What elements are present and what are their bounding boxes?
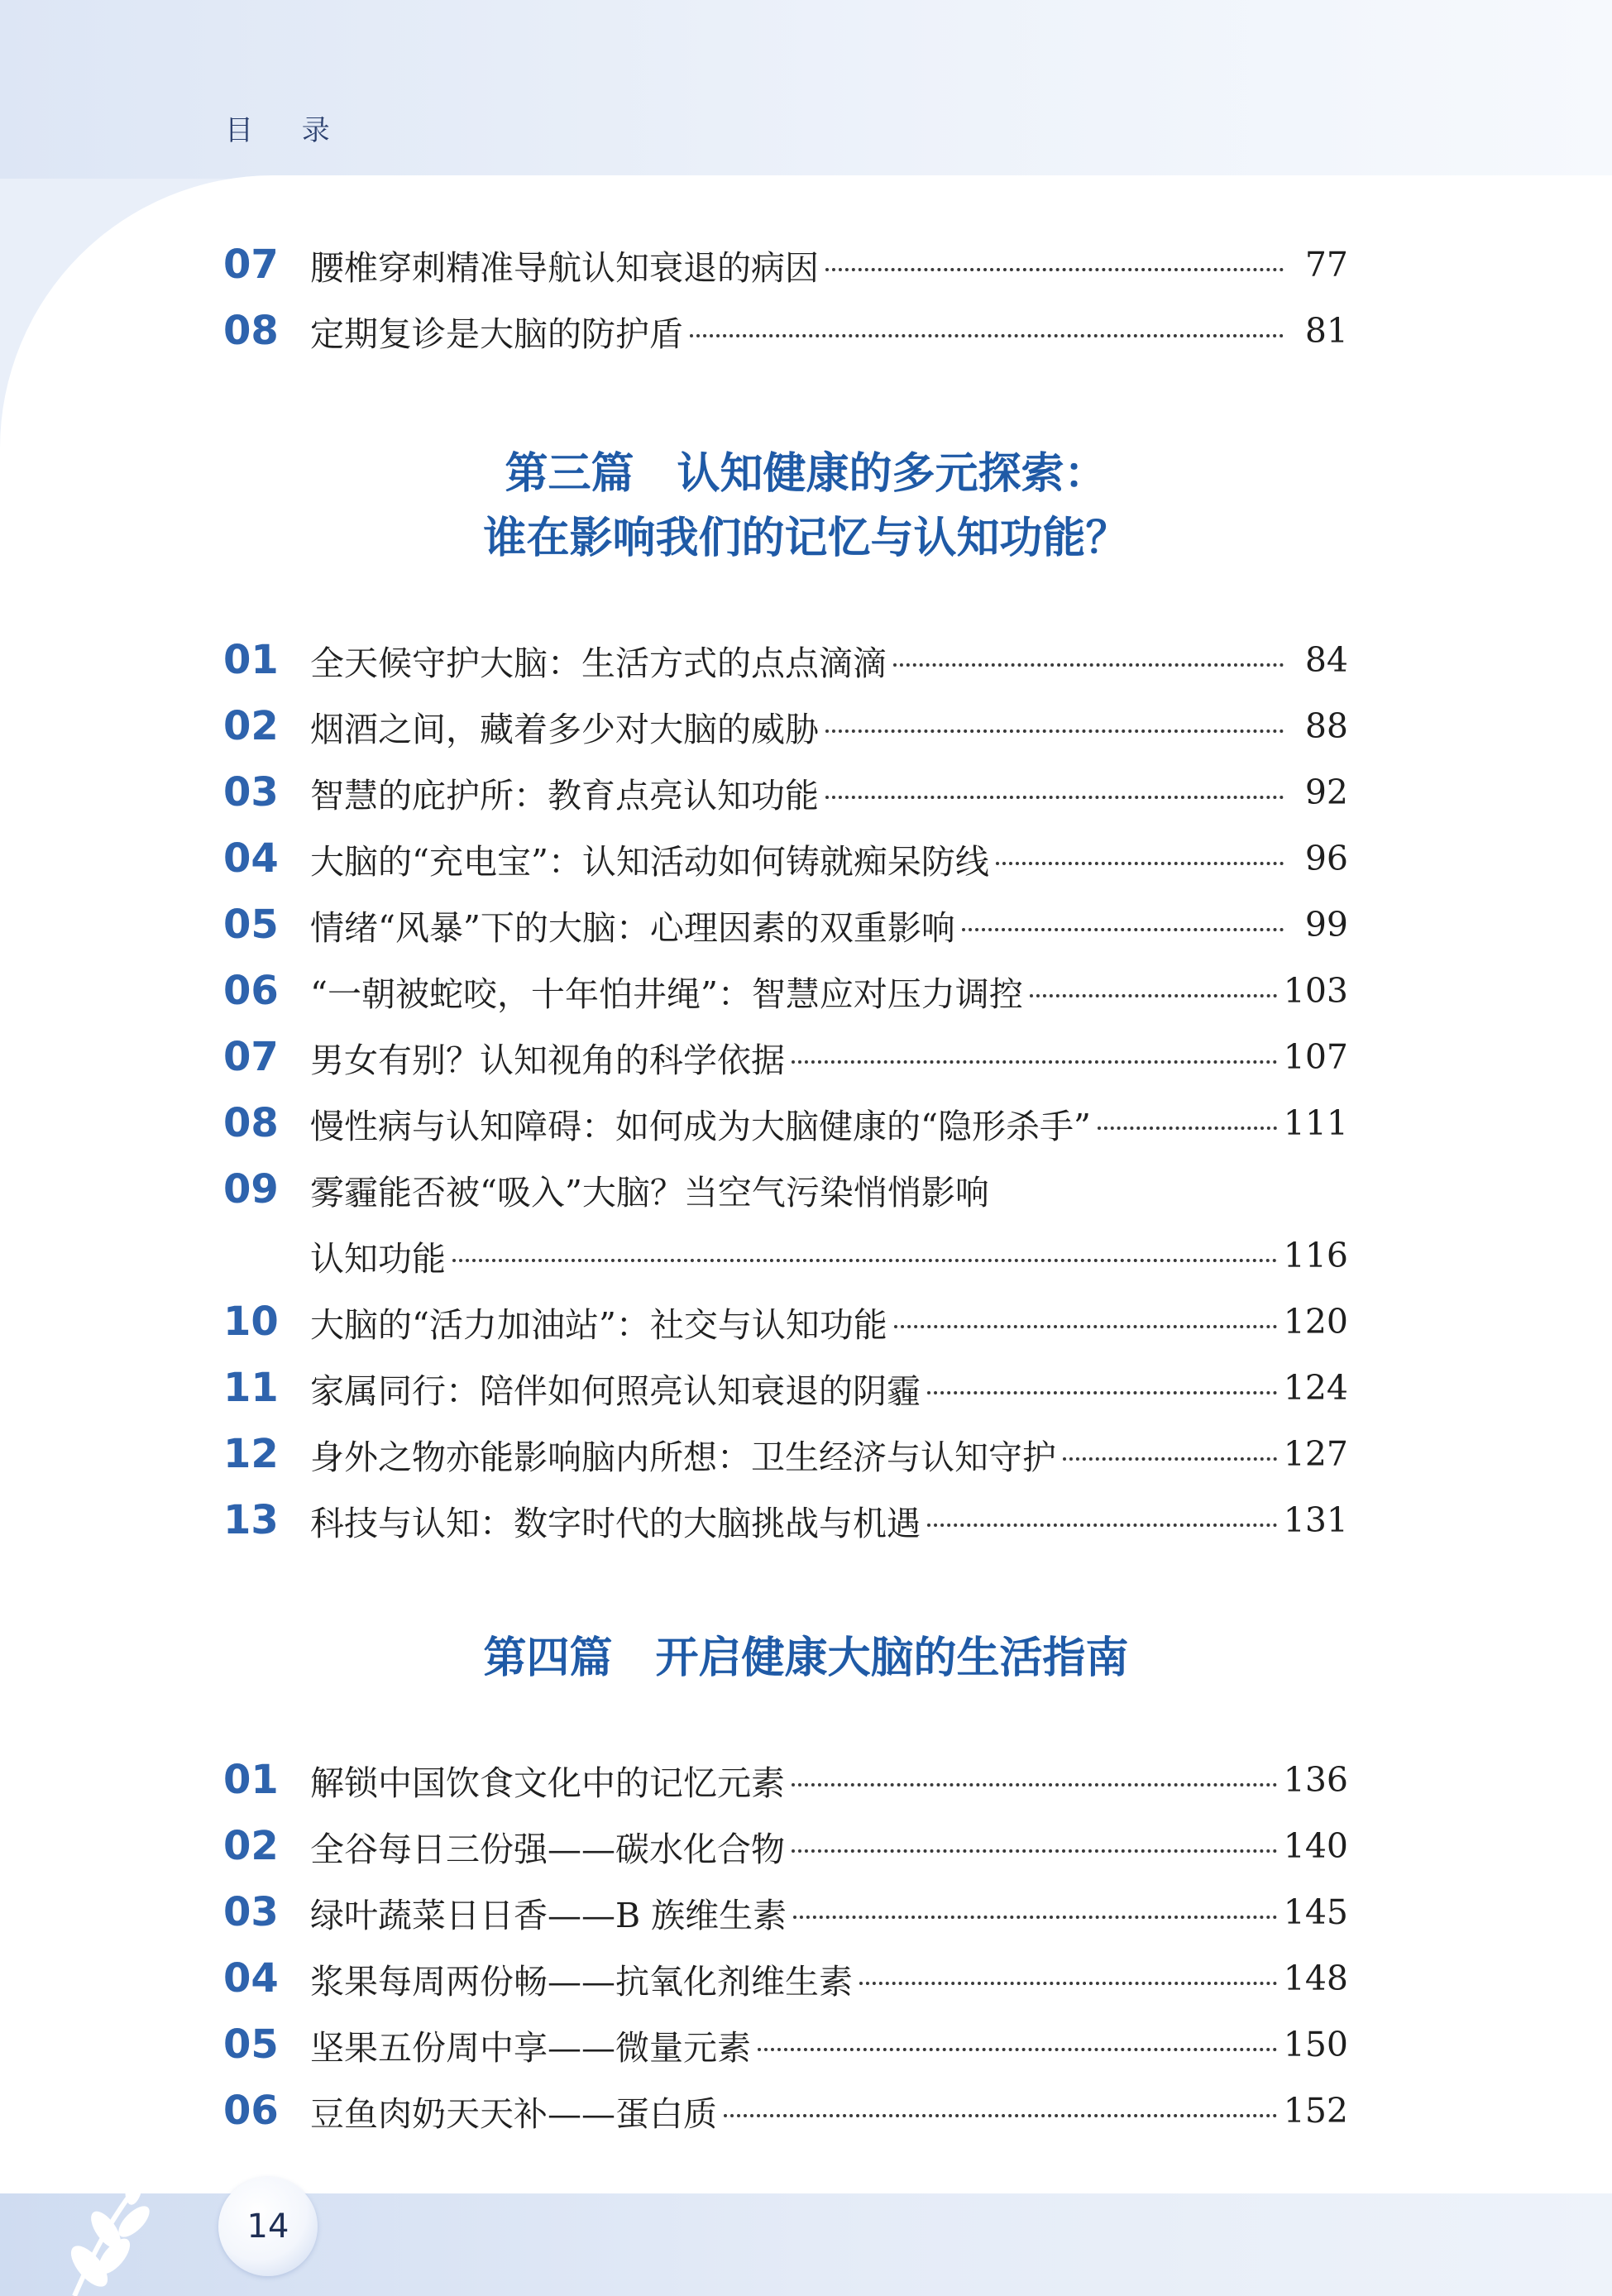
entry-number: 10 bbox=[223, 1299, 279, 1345]
entry-number: 06 bbox=[223, 968, 279, 1014]
entry-number: 01 bbox=[223, 1757, 279, 1803]
entry-page: 103 bbox=[1283, 971, 1348, 1011]
entry-number: 09 bbox=[223, 1166, 279, 1213]
entry-page: 116 bbox=[1283, 1236, 1348, 1275]
entry-number: 04 bbox=[223, 1955, 279, 2002]
entry-title: 雾霾能否被“吸入”大脑？当空气污染悄悄影响 bbox=[310, 1172, 989, 1213]
entry-page: 92 bbox=[1304, 773, 1348, 812]
entry-title: 豆鱼肉奶天天补——蛋白质 bbox=[310, 2093, 717, 2134]
entry-title: 大脑的“充电宝”：认知活动如何铸就痴呆防线 bbox=[310, 841, 989, 882]
toc-entry[interactable] bbox=[223, 235, 1348, 294]
toc-entry-continuation[interactable] bbox=[223, 1226, 1348, 1285]
toc-entry[interactable] bbox=[223, 630, 1348, 690]
entry-number: 05 bbox=[223, 902, 279, 948]
dot-leader bbox=[792, 1849, 1277, 1853]
page-number: 14 bbox=[246, 2208, 289, 2246]
toc-entry[interactable] bbox=[223, 763, 1348, 822]
entry-title: 全谷每日三份强——碳水化合物 bbox=[310, 1829, 785, 1869]
dot-leader bbox=[825, 796, 1284, 799]
dot-leader bbox=[452, 1259, 1277, 1262]
dot-leader bbox=[690, 334, 1284, 337]
entry-number: 13 bbox=[223, 1497, 279, 1543]
section4-title: 第四篇 开启健康大脑的生活指南 bbox=[483, 1634, 1129, 1683]
entry-title-continuation: 认知功能 bbox=[310, 1238, 446, 1279]
entry-title: 腰椎穿刺精准导航认知衰退的病因 bbox=[310, 247, 819, 288]
entry-page: 81 bbox=[1304, 311, 1348, 351]
entry-page: 84 bbox=[1304, 640, 1348, 680]
entry-title: 大脑的“活力加油站”：社交与认知功能 bbox=[310, 1304, 887, 1345]
dot-leader bbox=[893, 663, 1284, 667]
toc-entry[interactable] bbox=[223, 696, 1348, 756]
dot-leader bbox=[859, 1982, 1277, 1985]
entry-title: 慢性病与认知障碍：如何成为大脑健康的“隐形杀手” bbox=[310, 1106, 1091, 1146]
toc-entry[interactable] bbox=[223, 961, 1348, 1021]
entry-title: 全天候守护大脑：生活方式的点点滴滴 bbox=[310, 643, 887, 683]
entry-page: 131 bbox=[1283, 1500, 1348, 1540]
entry-title: 男女有别？认知视角的科学依据 bbox=[310, 1040, 785, 1080]
entry-page: 88 bbox=[1304, 706, 1348, 746]
entry-number: 02 bbox=[223, 703, 279, 749]
entry-page: 120 bbox=[1283, 1302, 1348, 1342]
entry-page: 150 bbox=[1283, 2025, 1348, 2064]
dot-leader bbox=[1030, 994, 1277, 997]
entry-page: 148 bbox=[1283, 1959, 1348, 1998]
header-band bbox=[0, 0, 1612, 179]
entry-page: 152 bbox=[1283, 2091, 1348, 2131]
page-number-badge bbox=[218, 2177, 318, 2276]
leaf-sprig-icon bbox=[41, 2159, 174, 2296]
entry-number: 03 bbox=[223, 769, 279, 816]
entry-title: 解锁中国饮食文化中的记忆元素 bbox=[310, 1763, 785, 1803]
entry-number: 08 bbox=[223, 308, 279, 354]
entry-number: 12 bbox=[223, 1431, 279, 1477]
entry-number: 07 bbox=[223, 1034, 279, 1080]
section3-title-line1: 第三篇 认知健康的多元探索： bbox=[505, 449, 1107, 499]
dot-leader bbox=[825, 268, 1284, 271]
page-header-title: 目 录 bbox=[225, 114, 350, 147]
toc-entry[interactable] bbox=[223, 301, 1348, 361]
entry-number: 02 bbox=[223, 1823, 279, 1869]
dot-leader bbox=[724, 2114, 1277, 2117]
dot-leader bbox=[996, 862, 1284, 865]
entry-page: 140 bbox=[1283, 1826, 1348, 1866]
entry-title: 坚果五份周中享——微量元素 bbox=[310, 2027, 751, 2068]
entry-page: 124 bbox=[1283, 1368, 1348, 1408]
entry-number: 06 bbox=[223, 2088, 279, 2134]
toc-entry[interactable] bbox=[223, 895, 1348, 954]
toc-entry[interactable] bbox=[223, 1882, 1348, 1942]
dot-leader bbox=[793, 1916, 1277, 1919]
toc-entry[interactable] bbox=[223, 829, 1348, 888]
entry-title: 烟酒之间，藏着多少对大脑的威胁 bbox=[310, 709, 819, 749]
toc-entry[interactable] bbox=[223, 2081, 1348, 2141]
entry-page: 77 bbox=[1304, 245, 1348, 285]
toc-entry[interactable] bbox=[223, 1949, 1348, 2008]
toc-entry[interactable] bbox=[223, 2015, 1348, 2074]
entry-title: 家属同行：陪伴如何照亮认知衰退的阴霾 bbox=[310, 1370, 921, 1411]
entry-number: 05 bbox=[223, 2021, 279, 2068]
entry-number: 11 bbox=[223, 1365, 279, 1411]
entry-number: 08 bbox=[223, 1100, 279, 1146]
entry-title: 身外之物亦能影响脑内所想：卫生经济与认知守护 bbox=[310, 1437, 1056, 1477]
toc-entry[interactable] bbox=[223, 1093, 1348, 1153]
entry-title: “一朝被蛇咬，十年怕井绳”：智慧应对压力调控 bbox=[310, 973, 1023, 1014]
dot-leader bbox=[894, 1325, 1277, 1328]
toc-entry[interactable] bbox=[223, 1490, 1348, 1550]
dot-leader bbox=[962, 928, 1284, 931]
entry-title: 绿叶蔬菜日日香——B 族维生素 bbox=[310, 1895, 787, 1935]
dot-leader bbox=[927, 1391, 1277, 1394]
entry-number: 07 bbox=[223, 242, 279, 288]
dot-leader bbox=[758, 2048, 1277, 2051]
toc-entry[interactable] bbox=[223, 1292, 1348, 1351]
toc-entry[interactable] bbox=[223, 1358, 1348, 1418]
entry-title: 科技与认知：数字时代的大脑挑战与机遇 bbox=[310, 1503, 921, 1543]
entry-title: 定期复诊是大脑的防护盾 bbox=[310, 313, 683, 354]
entry-page: 99 bbox=[1304, 905, 1348, 945]
entry-title: 浆果每周两份畅——抗氧化剂维生素 bbox=[310, 1961, 853, 2002]
section3-title-line2: 谁在影响我们的记忆与认知功能？ bbox=[483, 514, 1129, 563]
entry-title: 智慧的庇护所：教育点亮认知功能 bbox=[310, 775, 819, 816]
toc-entry[interactable] bbox=[223, 1027, 1348, 1087]
entry-number: 04 bbox=[223, 835, 279, 882]
entry-page: 111 bbox=[1283, 1103, 1348, 1143]
toc-entry[interactable] bbox=[223, 1424, 1348, 1484]
dot-leader bbox=[792, 1783, 1277, 1787]
dot-leader bbox=[825, 729, 1284, 733]
entry-page: 136 bbox=[1283, 1760, 1348, 1800]
dot-leader bbox=[927, 1523, 1277, 1527]
entry-page: 107 bbox=[1283, 1037, 1348, 1077]
entry-number: 03 bbox=[223, 1889, 279, 1935]
toc-entry[interactable] bbox=[223, 1160, 1348, 1219]
dot-leader bbox=[1098, 1126, 1277, 1130]
entry-page: 127 bbox=[1283, 1434, 1348, 1474]
entry-page: 145 bbox=[1283, 1892, 1348, 1932]
dot-leader bbox=[792, 1060, 1277, 1064]
dot-leader bbox=[1063, 1457, 1277, 1461]
toc-entry[interactable] bbox=[223, 1816, 1348, 1876]
entry-page: 96 bbox=[1304, 839, 1348, 878]
entry-number: 01 bbox=[223, 637, 279, 683]
entry-title: 情绪“风暴”下的大脑：心理因素的双重影响 bbox=[310, 907, 955, 948]
toc-entry[interactable] bbox=[223, 1750, 1348, 1810]
